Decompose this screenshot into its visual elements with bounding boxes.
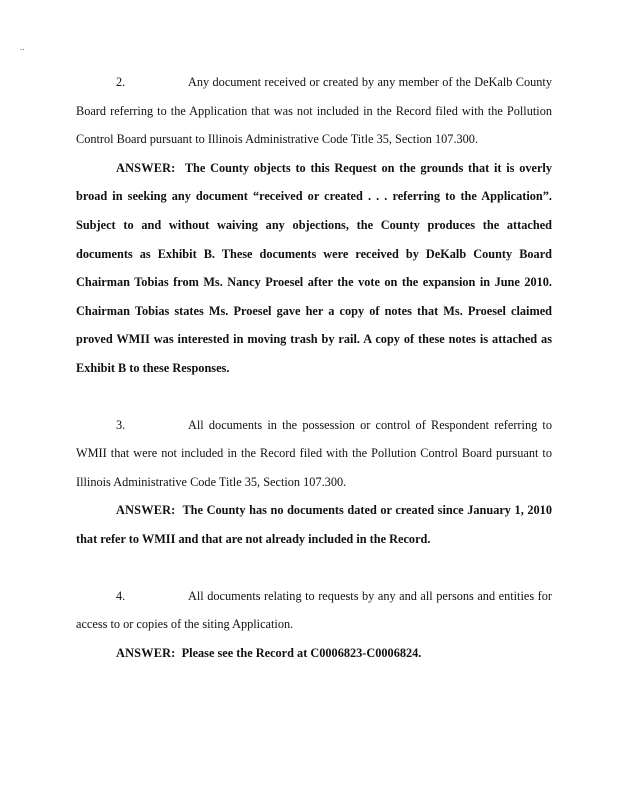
request-number-3: 3.: [116, 417, 126, 432]
request-number-2: 2.: [116, 75, 126, 89]
answer-paragraph-2: [76, 154, 552, 383]
answer-text-2: The County objects to this Request on the grounds that it is overly broad in seeking any document “received or created . . . referring to the Application”. Subject to and without waiving any objections, the County produces the attached documents as Exhibit B. These documents were received by DeKalb County Board Chairman Tobias from Ms. Nancy Proesel after the vote on the expansion in June 2010. Chairman Tobias states Ms. Proesel gave her a copy of notes that Ms. Proesel claimed proved WMII was interested in moving trash by rail. A copy of these notes is attached as Exhibit B to these Responses.: [76, 160, 552, 375]
answer-paragraph-3: [76, 496, 552, 553]
request-paragraph-4: [76, 582, 552, 639]
request-text-4: All documents relating to requests by any and all persons and entities for access to or copies of the siting Application.: [76, 588, 552, 632]
answer-label-2: ANSWER:: [116, 160, 176, 175]
request-paragraph-2: [76, 68, 552, 154]
document-page: [76, 68, 552, 667]
request-text-3: All documents in the possession or control of Respondent referring to WMII that were not included in the Record filed with the Pollution Control Board pursuant to Illinois Administrative Code Title 35, Section 107.300.: [76, 417, 552, 489]
answer-text-3: The County has no documents dated or created since January 1, 2010 that refer to WMII and that are not already included in the Record.: [76, 503, 552, 546]
request-paragraph-3: [76, 411, 552, 497]
stray-mark: ..: [20, 42, 25, 52]
answer-label-3: ANSWER:: [116, 503, 176, 518]
request-text-2: Any document received or created by any member of the DeKalb County Board referring to the Application that was not included in the Record filed with the Pollution Control Board pursuant to Illinois Administrative Code Title 35, Section 107.300.: [76, 75, 552, 147]
answer-text-4: Please see the Record at C0006823-C0006824.: [181, 645, 422, 660]
answer-paragraph-4: [76, 639, 552, 668]
answer-label-4: ANSWER:: [116, 645, 176, 660]
request-number-4: 4.: [116, 588, 126, 603]
